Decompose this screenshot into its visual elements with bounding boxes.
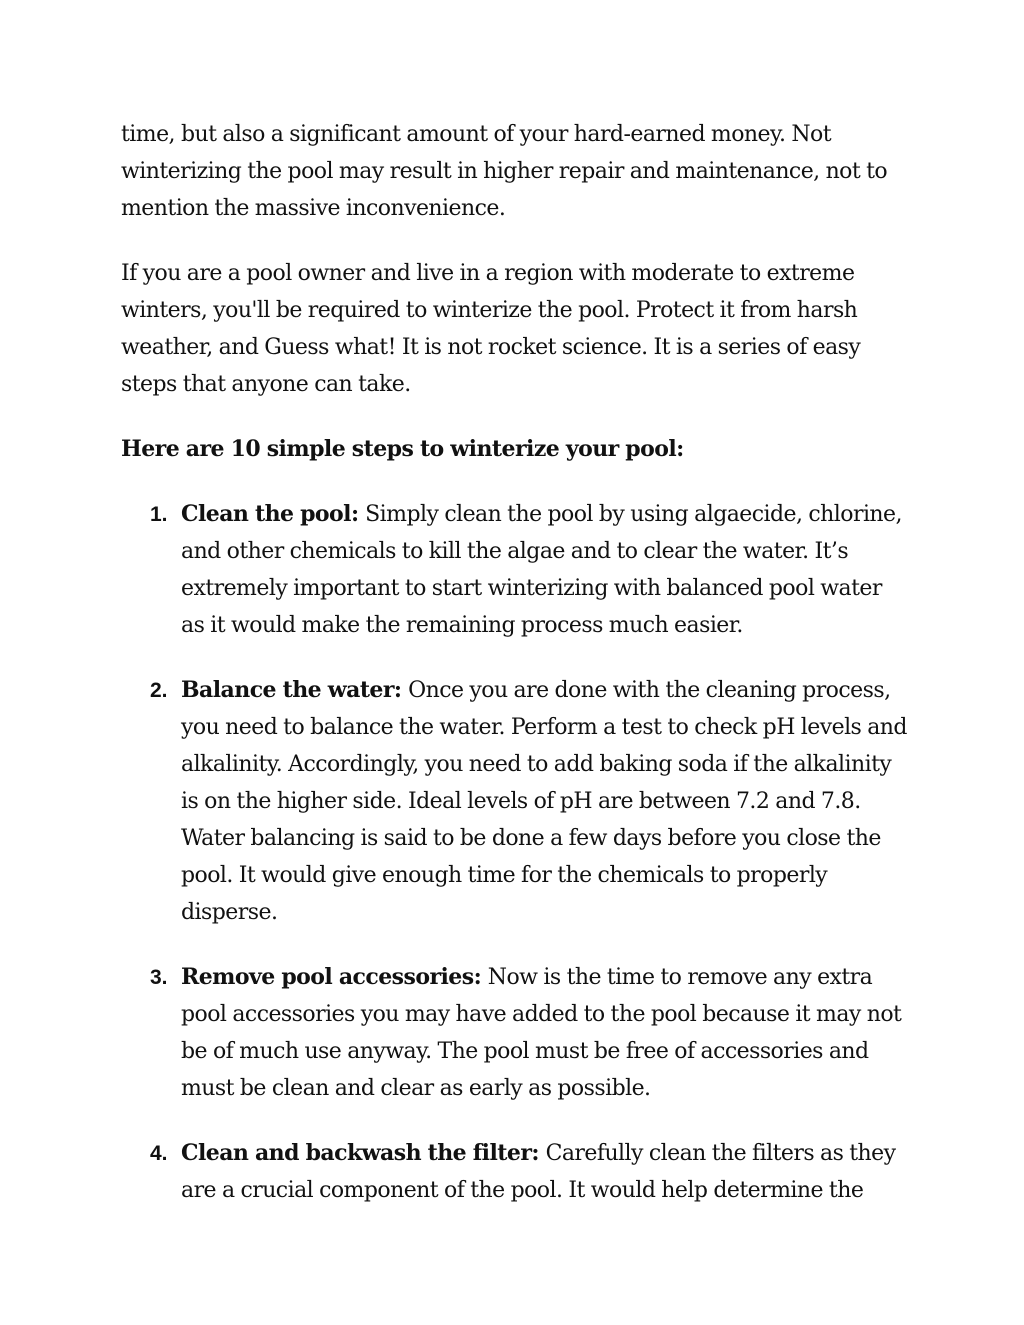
steps-heading: Here are 10 simple steps to winterize your pool: [121,436,684,462]
step-number: 4. [150,1142,168,1165]
step-title: Balance the water: [181,677,409,703]
intro-paragraph-winterize: If you are a pool owner and live in a region with moderate to extreme winters, you'll be required to winterize the pool. Protect it from harsh weather, and Guess what! It is not rocket science. It is a series of easy steps that anyone can take. [121,261,861,397]
step-title: Clean and backwash the filter: [181,1140,546,1166]
step-text: Simply clean the pool by using algaecide, chlorine, and other chemicals to kill the algae and to clear the water. It’s extremely important to start winterizing with balanced pool water as it would make the remaining process much easier. [181,502,902,638]
step-number: 3. [150,966,168,989]
document-body [121,116,911,1237]
step-text: Once you are done with the cleaning process, you need to balance the water. Perform a test to check pH levels and alkalinity. Accordingly, you need to add baking soda if the alkalinity is on the higher side. Ideal levels of pH are between 7.2 and 7.8. Water balancing is said to be done a few days before you close the pool. It would give enough time for the chemicals to properly disperse. [181,678,907,925]
step-text: Now is the time to remove any extra pool accessories you may have added to the pool because it may not be of much use anyway. The pool must be free of accessories and must be clean and clear as early as possible. [181,965,902,1101]
step-item [121,672,911,931]
step-title: Remove pool accessories: [181,964,488,990]
step-text: Carefully clean the filters as they are a crucial component of the pool. It would help determine the [181,1141,896,1203]
step-number: 2. [150,679,168,702]
step-number: 1. [150,503,168,526]
step-item [121,959,911,1107]
steps-list [121,496,911,1209]
step-item [121,1135,911,1209]
step-item [121,496,911,644]
step-title: Clean the pool: [181,501,366,527]
intro-paragraph-continued: time, but also a significant amount of your hard-earned money. Not winterizing the pool may result in higher repair and maintenance, not to mention the massive inconvenience. [121,122,888,221]
